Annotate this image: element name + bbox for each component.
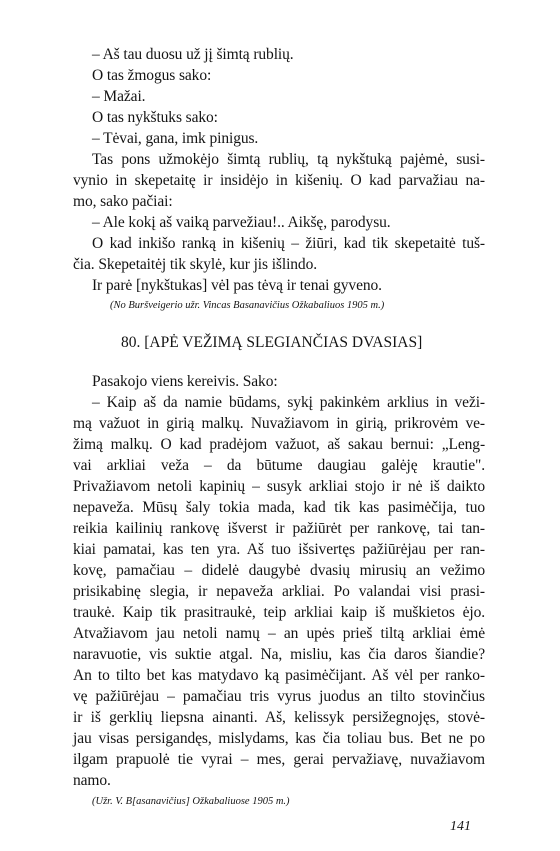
text-line: Atvažiavom jau netoli namų – an upės prieš tiltą arkliai ėmė	[73, 625, 485, 642]
text-line: vai arkliai veža – da būtume daugiau galėję krautie".	[73, 457, 485, 474]
text-line: O tas nykštuks sako:	[92, 109, 218, 126]
text-line: vynio in skepetaitę ir insidėjo in kišenių. O kad parvažiau na-	[73, 172, 485, 189]
text-line: ilgam prapuolė tie vyrai – mes, gerai pervažiavę, nuvažiavom	[73, 751, 485, 768]
text-line: mą važuot in girią malkų. Nuvažiavom in girią, prikrovėm ve-	[73, 415, 485, 432]
text-line: O tas žmogus sako:	[92, 67, 212, 84]
text-line: – Ale kokį aš vaiką parvežiau!.. Aikšę, parodysu.	[92, 214, 391, 231]
text-line: An to tilto bet kas matydavo ką pasimėčijant. Aš vėl per ranko-	[73, 667, 485, 684]
text-line: prisikabinę slegia, ir nepaveža arkliai. Po valandai visi prasi-	[73, 583, 485, 600]
text-line: – Kaip aš da namie būdams, sykį pakinkėm arklius in veži-	[92, 394, 485, 411]
text-line: kovę, pamačiau – didelė daugybė dvasių mirusių an vežimo	[73, 562, 485, 579]
text-line: mo, sako pačiai:	[73, 193, 173, 210]
text-line: – Aš tau duosu už jį šimtą rublių.	[92, 46, 294, 63]
text-line: nepaveža. Mūsų šaly tokia mada, kad tik kas pasimėčija, tuo	[73, 499, 485, 516]
section-heading: 80. [APĖ VEŽIMĄ SLEGIANČIAS DVASIAS]	[121, 334, 423, 351]
text-line: jau visas persigandęs, mislydams, kas čia toliau bus. Bet ne po	[73, 730, 485, 747]
text-line: Tas pons užmokėjo šimtą rublių, tą nykštuką pajėmė, susi-	[92, 151, 485, 168]
text-line: reikia kailinių rankovę išverst ir pažiūrėt per rankovę, tai tan-	[73, 520, 485, 537]
source-note: (No Buršveigerio užr. Vincas Basanavičius Ožkabaliuos 1905 m.)	[110, 300, 385, 311]
text-line: O kad inkišo ranką in kišenių – žiūri, kad tik skepetaitė tuš-	[92, 235, 485, 252]
source-note: (Užr. V. B[asanavičius] Ožkabaliuose 1905 m.)	[92, 796, 290, 807]
text-line: naravuotie, vis suktie atgal. Na, misliu, kas čia daros šiandie?	[73, 646, 485, 663]
text-line: Pasakojo viens kereivis. Sako:	[92, 373, 278, 390]
text-line: čia. Skepetaitėj tik skylė, kur jis išlindo.	[73, 256, 317, 273]
text-line: Ir parė [nykštukas] vėl pas tėvą ir tenai gyveno.	[92, 277, 382, 294]
page-number: 141	[450, 819, 471, 834]
text-line: vę pažiūrėjau – pamačiau tris vyrus juodus an tilto stovinčius	[73, 688, 485, 705]
text-line: – Mažai.	[92, 88, 146, 105]
text-line: traukė. Kaip tik prasitraukė, teip arkliai kaip iš muškietos ėjo.	[73, 604, 485, 621]
text-line: namo.	[73, 772, 111, 789]
text-line: Privažiavom netoli kapinių – susyk arkliai stojo ir nė iš daikto	[73, 478, 485, 495]
text-line: žimą malkų. O kad pradėjom važuot, aš sakau bernui: „Leng-	[73, 436, 485, 453]
text-line: kiai pamatai, kas ten yra. Aš tuo išsivertęs pažiūrėjau per ran-	[73, 541, 485, 558]
text-line: ir iš gerklių liepsna ainanti. Aš, kelissyk persižegnojęs, stovė-	[73, 709, 485, 726]
text-line: – Tėvai, gana, imk pinigus.	[92, 130, 259, 147]
